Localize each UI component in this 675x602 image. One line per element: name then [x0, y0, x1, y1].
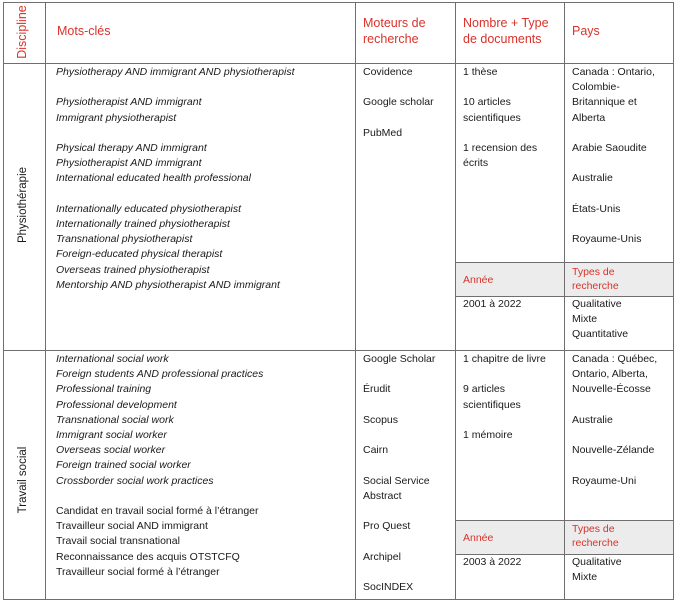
- list-line: Internationally trained physiotherapist: [56, 218, 230, 231]
- list-line: SocINDEX: [363, 581, 414, 594]
- list-line: 1 thèse: [463, 66, 498, 78]
- list-line: 9 articles: [463, 383, 506, 396]
- list-line: [572, 458, 657, 473]
- list-line: Professional training: [56, 383, 152, 396]
- list-line: Transnational physiotherapist: [56, 233, 193, 246]
- list-line: Internationally educated physiotherapist: [56, 202, 242, 215]
- list-line: Mixte: [572, 571, 598, 584]
- documents-list: [463, 65, 537, 171]
- discipline-header: Discipline: [15, 5, 29, 59]
- list-line: [463, 413, 546, 428]
- list-line: [363, 398, 435, 413]
- list-line: Candidat en travail social formé à l’étranger: [56, 505, 259, 518]
- years-value: 2001 à 2022: [463, 298, 522, 310]
- list-line: Immigrant social worker: [56, 429, 167, 442]
- documents-header: Nombre + Type de documents: [463, 16, 549, 46]
- countries-list: [572, 65, 655, 247]
- list-line: Cairn: [363, 444, 389, 457]
- list-line: Scopus: [363, 413, 399, 426]
- keywords-list: [56, 352, 263, 580]
- list-line: États-Unis: [572, 202, 621, 215]
- list-line: scientifiques: [463, 398, 521, 411]
- list-line: International educated health professional: [56, 172, 251, 185]
- list-line: Overseas social worker: [56, 444, 166, 457]
- list-line: International social work: [56, 353, 169, 365]
- engines-list: [363, 352, 435, 595]
- discipline-cell: Travail social: [17, 446, 29, 514]
- list-line: [56, 126, 294, 141]
- list-line: [572, 217, 655, 232]
- year-label: Année: [463, 274, 494, 286]
- discipline-cell: Physiothérapie: [17, 166, 29, 244]
- list-line: Quantitative: [572, 328, 629, 341]
- list-line: Travail social transnational: [56, 535, 180, 548]
- list-line: Physiotherapist AND immigrant: [56, 157, 202, 170]
- list-line: Archipel: [363, 550, 401, 563]
- list-line: Mentorship AND physiotherapist AND immigrant: [56, 278, 280, 291]
- list-line: Nouvelle-Zélande: [572, 444, 655, 457]
- list-line: Foreign-educated physical therapist: [56, 248, 223, 261]
- list-line: Immigrant physiotherapist: [56, 111, 177, 124]
- list-line: Érudit: [363, 383, 391, 396]
- list-line: Transnational social work: [56, 413, 174, 426]
- list-line: [572, 398, 657, 413]
- list-line: 1 recension des: [463, 142, 538, 155]
- list-line: PubMed: [363, 126, 403, 139]
- engines-header: Moteurs de recherche: [363, 16, 426, 46]
- list-line: [572, 156, 655, 171]
- list-line: Colombie-: [572, 81, 620, 94]
- list-line: Mixte: [572, 313, 598, 326]
- list-line: 1 mémoire: [463, 429, 513, 442]
- list-line: Social Service: [363, 474, 430, 487]
- list-line: Google Scholar: [363, 353, 436, 365]
- keywords-list: [56, 65, 294, 293]
- list-line: Covidence: [363, 66, 413, 78]
- list-line: Australie: [572, 172, 613, 185]
- list-line: Physiotherapy AND immigrant AND physiotherapist: [56, 66, 295, 78]
- list-line: Royaume-Uni: [572, 474, 637, 487]
- list-line: Ontario, Alberta,: [572, 368, 648, 381]
- list-line: Alberta: [572, 111, 606, 124]
- list-line: [363, 458, 435, 473]
- list-line: [363, 565, 435, 580]
- list-line: scientifiques: [463, 111, 521, 124]
- list-line: Royaume-Unis: [572, 233, 642, 246]
- list-line: 10 articles: [463, 96, 511, 109]
- list-line: Foreign trained social worker: [56, 459, 191, 472]
- list-line: [463, 80, 537, 95]
- list-line: Pro Quest: [363, 520, 411, 533]
- list-line: Arabie Saoudite: [572, 142, 647, 155]
- list-line: Nouvelle-Écosse: [572, 383, 651, 396]
- list-line: Foreign students AND professional practices: [56, 368, 264, 381]
- list-line: [363, 534, 435, 549]
- list-line: Qualitative: [572, 298, 622, 310]
- literature-search-table: [3, 2, 674, 600]
- list-line: [363, 428, 435, 443]
- list-line: [363, 111, 434, 126]
- list-line: 1 chapitre de livre: [463, 353, 546, 365]
- list-line: Canada : Québec,: [572, 353, 658, 365]
- list-line: Physiotherapist AND immigrant: [56, 96, 202, 109]
- year-label: Année: [463, 532, 494, 544]
- list-line: [56, 80, 294, 95]
- list-line: écrits: [463, 157, 489, 170]
- list-line: Canada : Ontario,: [572, 66, 655, 78]
- countries-list: [572, 352, 657, 489]
- research-types-label: Types de recherche: [572, 266, 619, 292]
- list-line: [463, 367, 546, 382]
- list-line: Travailleur social AND immigrant: [56, 520, 208, 533]
- keywords-header: Mots-clés: [57, 24, 111, 38]
- list-line: [363, 504, 435, 519]
- list-line: [572, 428, 657, 443]
- list-line: Travailleur social formé à l’étranger: [56, 565, 220, 578]
- list-line: [56, 187, 294, 202]
- list-line: [363, 80, 434, 95]
- list-line: [572, 187, 655, 202]
- list-line: [463, 126, 537, 141]
- list-line: Britannique et: [572, 96, 637, 109]
- years-value: 2003 à 2022: [463, 556, 522, 568]
- list-line: [363, 367, 435, 382]
- list-line: Australie: [572, 413, 613, 426]
- list-line: Physical therapy AND immigrant: [56, 142, 207, 155]
- list-line: Qualitative: [572, 556, 622, 568]
- list-line: [572, 126, 655, 141]
- research-types-label: Types de recherche: [572, 523, 619, 549]
- countries-header: Pays: [572, 24, 600, 38]
- engines-list: [363, 65, 434, 141]
- documents-list: [463, 352, 546, 443]
- list-line: Reconnaissance des acquis OTSTCFQ: [56, 550, 240, 563]
- list-line: Google scholar: [363, 96, 434, 109]
- list-line: Professional development: [56, 398, 177, 411]
- list-line: Overseas trained physiotherapist: [56, 263, 210, 276]
- list-line: [56, 489, 263, 504]
- research-types-list: [572, 555, 622, 585]
- list-line: Crossborder social work practices: [56, 474, 214, 487]
- research-types-list: [572, 297, 628, 343]
- list-line: Abstract: [363, 489, 402, 502]
